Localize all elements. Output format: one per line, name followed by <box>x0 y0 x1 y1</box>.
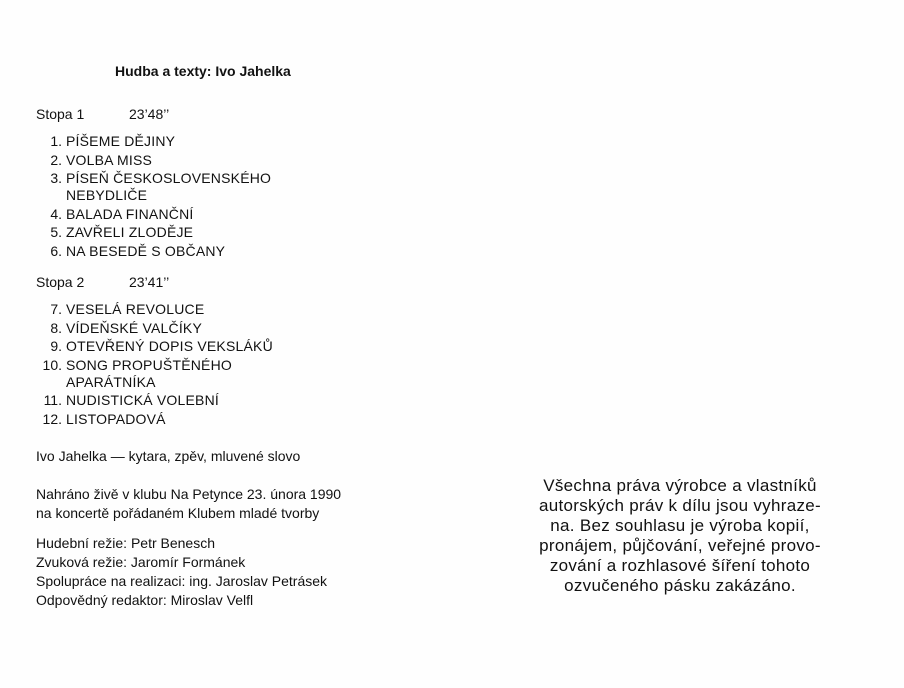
credit-production-cooperation: Spolupráce na realizaci: ing. Jaroslav Petrásek <box>36 573 328 589</box>
track-title: VESELÁ REVOLUCE <box>66 301 205 317</box>
track-title: PÍSEŇ ČESKOSLOVENSKÉHO NEBYDLIČE <box>66 170 272 203</box>
side-2-duration: 23’41’’ <box>129 274 170 290</box>
recording-info-line-1: Nahráno živě v klubu Na Petynce 23. února 1990 <box>36 486 342 502</box>
track-title: VÍDEŇSKÉ VALČÍKY <box>66 319 202 336</box>
side-2-label: Stopa 2 <box>36 274 85 290</box>
rights-notice: Všechna práva výrobce a vlastníků autorských práv k dílu jsou vyhraze- na. Bez souhlasu je výroba kopií, pronájem, půjčování, veřejné provo- zování a rozhlasové šíření tohoto ozvučeného pásku zakázáno. <box>539 476 821 595</box>
credit-responsible-editor: Odpovědný redaktor: Miroslav Velfl <box>36 592 254 608</box>
track-item <box>36 392 273 409</box>
track-number: 10. <box>42 356 62 373</box>
track-item <box>36 301 273 318</box>
track-number: 11. <box>43 392 62 408</box>
track-number: 4. <box>50 205 62 222</box>
track-item <box>36 133 271 150</box>
track-number: 7. <box>50 301 62 317</box>
music-lyrics-heading: Hudba a texty: Ivo Jahelka <box>115 63 291 79</box>
track-item <box>36 224 271 241</box>
side-1-label: Stopa 1 <box>36 106 85 122</box>
side-2-track-list <box>36 301 273 429</box>
track-title: LISTOPADOVÁ <box>66 410 166 427</box>
track-title: VOLBA MISS <box>66 151 153 168</box>
track-item <box>36 170 271 204</box>
track-number: 5. <box>50 224 62 240</box>
track-title: NA BESEDĚ S OBČANY <box>66 242 226 259</box>
side-1-track-list <box>36 133 271 261</box>
performer-line: Ivo Jahelka — kytara, zpěv, mluvené slovo <box>36 448 301 464</box>
credit-music-direction: Hudební režie: Petr Benesch <box>36 535 215 551</box>
track-number: 3. <box>50 170 62 186</box>
track-number: 1. <box>50 133 62 149</box>
track-number: 6. <box>50 242 62 259</box>
track-item <box>36 320 273 337</box>
track-item <box>36 338 273 355</box>
side-2-header <box>36 274 169 290</box>
track-title: ZAVŘELI ZLODĚJE <box>66 224 194 240</box>
track-item <box>36 152 271 169</box>
track-number: 9. <box>50 338 62 354</box>
track-item <box>36 411 273 428</box>
track-number: 2. <box>50 151 62 168</box>
track-item <box>36 357 273 391</box>
track-item <box>36 243 271 260</box>
track-title: NUDISTICKÁ VOLEBNÍ <box>66 392 219 408</box>
track-title: SONG PROPUŠTĚNÉHO APARÁTNÍKA <box>66 356 232 390</box>
track-title: BALADA FINANČNÍ <box>66 205 194 222</box>
track-item <box>36 206 271 223</box>
side-1-duration: 23’48’’ <box>129 106 170 122</box>
track-title: OTEVŘENÝ DOPIS VEKSLÁKŮ <box>66 338 273 354</box>
track-title: PÍŠEME DĚJINY <box>66 133 176 149</box>
recording-info-line-2: na koncertě pořádaném Klubem mladé tvorby <box>36 505 320 521</box>
track-number: 8. <box>50 319 62 336</box>
side-1-header <box>36 106 169 122</box>
track-number: 12. <box>42 410 62 427</box>
credit-sound-direction: Zvuková režie: Jaromír Formánek <box>36 554 246 570</box>
